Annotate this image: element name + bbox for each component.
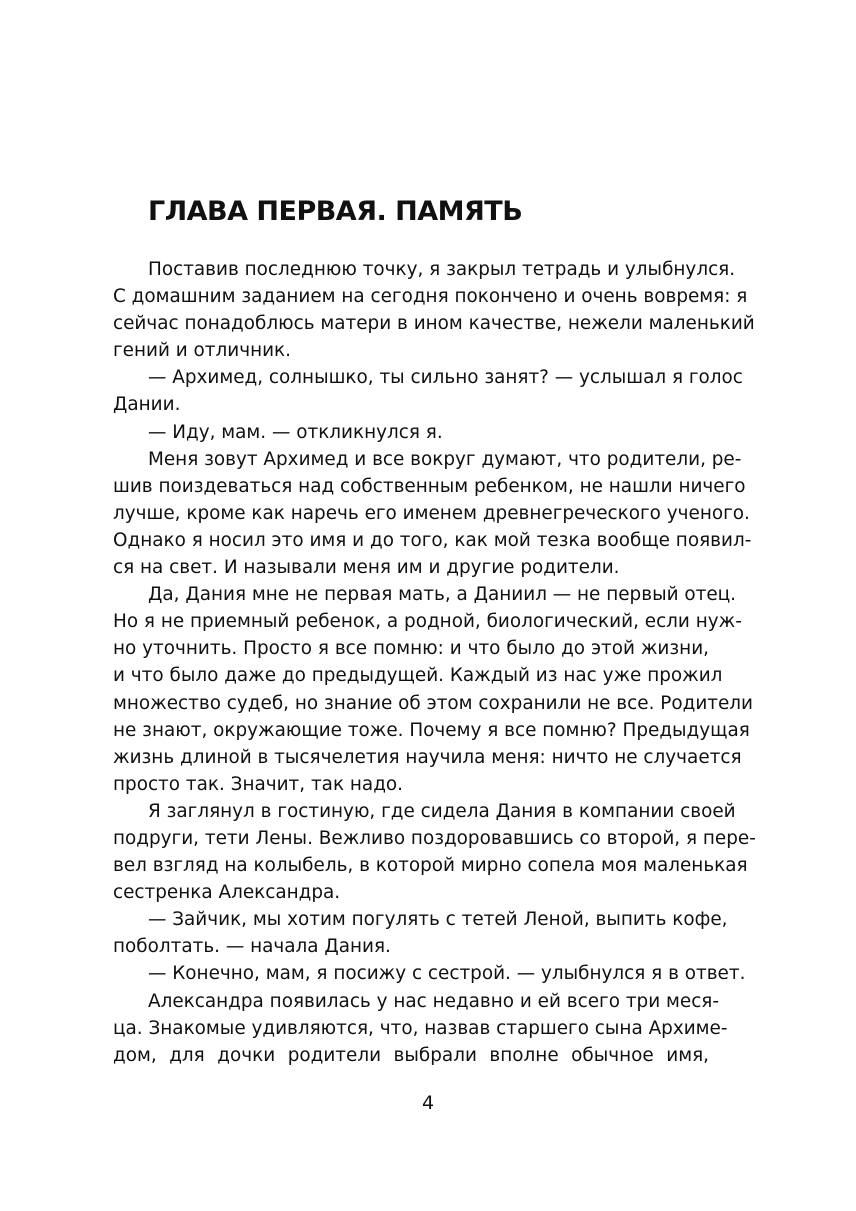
text-line: Меня зовут Архимед и все вокруг думают, что родители, ре- <box>148 448 742 470</box>
text-line: вел взгляд на колыбель, в которой мирно сопела моя маленькая <box>113 855 748 877</box>
text-line: жизнь длиной в тысячелетия научила меня: ничто не случается <box>113 746 742 768</box>
page-number: 4 <box>421 1092 435 1114</box>
text-line: — Конечно, мам, я посижу с сестрой. — улыбнулся я в ответ. <box>148 963 746 985</box>
chapter-title: ГЛАВА ПЕРВАЯ. ПАМЯТЬ <box>148 196 523 227</box>
text-line: но уточнить. Просто я все помню: и что было до этой жизни, <box>113 638 709 660</box>
text-line: С домашним заданием на сегодня покончено и очень вовремя: я <box>113 286 748 308</box>
text-line: Александра появилась у нас недавно и ей всего три меся- <box>148 990 719 1012</box>
text-line: множество судеб, но знание об этом сохранили не все. Родители <box>113 692 753 714</box>
text-line: не знают, окружающие тоже. Почему я все помню? Предыдущая <box>113 719 750 741</box>
text-line: Однако я носил это имя и до того, как мой тезка вообще появил- <box>113 529 752 551</box>
text-line: просто так. Значит, так надо. <box>113 773 404 795</box>
text-line: лучше, кроме как наречь его именем древнегреческого ученого. <box>113 502 750 524</box>
text-line: Поставив последнюю точку, я закрыл тетрадь и улыбнулся. <box>148 259 736 280</box>
text-line: гений и отличник. <box>113 340 292 362</box>
text-line: подруги, тети Лены. Вежливо поздоровавшись со второй, я пере- <box>113 827 756 849</box>
text-line: сестренка Александра. <box>113 882 341 904</box>
text-line: поболтать. — начала Дания. <box>113 936 391 958</box>
text-line: сейчас понадоблюсь матери в ином качестве, нежели маленький <box>113 313 755 335</box>
text-line: Да, Дания мне не первая мать, а Даниил — не первый отец. <box>148 584 737 606</box>
text-line: Дании. <box>113 394 181 416</box>
text-line: ся на свет. И называли меня им и другие родители. <box>113 557 620 579</box>
text-line: и что было даже до предыдущей. Каждый из нас уже прожил <box>113 665 723 687</box>
body-text <box>113 256 756 1069</box>
text-line: Я заглянул в гостиную, где сидела Дания в компании своей <box>148 800 736 822</box>
text-line: ца. Знакомые удивляются, что, назвав старшего сына Архиме- <box>113 1017 728 1039</box>
text-line: — Зайчик, мы хотим погулять с тетей Леной, выпить кофе, <box>148 909 728 931</box>
text-line: шив поиздеваться над собственным ребенком, не нашли ничего <box>113 475 746 497</box>
text-line: — Архимед, солнышко, ты сильно занят? — услышал я голос <box>148 367 743 389</box>
text-line: — Иду, мам. — откликнулся я. <box>148 421 443 443</box>
text-line: дом, для дочки родители выбрали вполне обычное имя, <box>113 1044 709 1066</box>
text-line: Но я не приемный ребенок, а родной, биологический, если нуж- <box>113 611 742 633</box>
